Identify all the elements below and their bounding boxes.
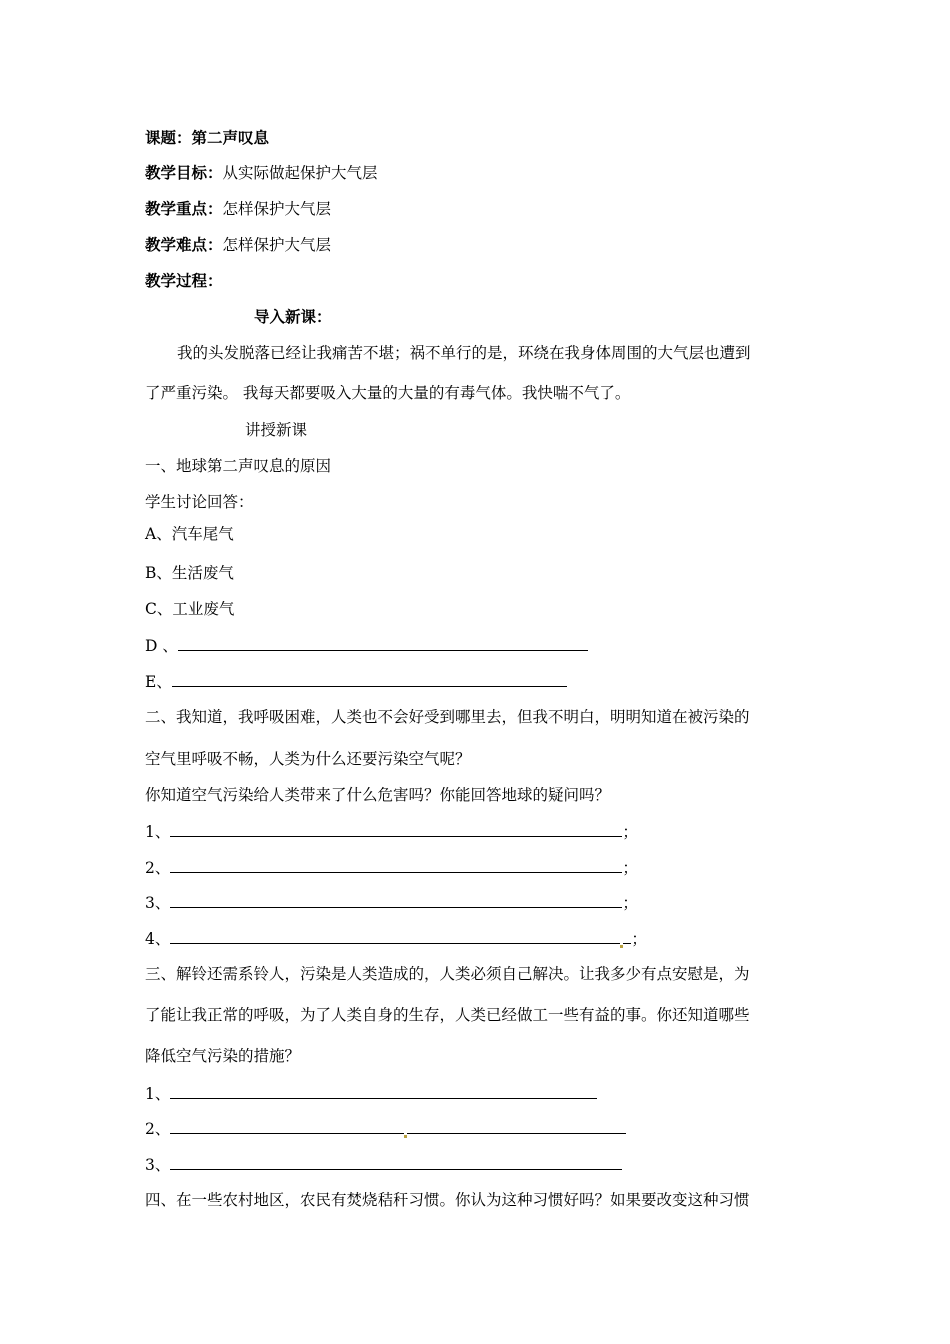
section1-item-e <box>145 671 567 693</box>
stray-dot-mark-2 <box>404 1135 407 1138</box>
difficulty-label: 教学难点： <box>145 236 223 254</box>
section1-prompt: 学生讨论回答： <box>145 493 254 511</box>
section3-line-3: 降低空气污染的措施？ <box>145 1047 301 1065</box>
section2-item-3 <box>145 892 638 914</box>
section1-item-a: A、汽车尾气 <box>145 525 234 543</box>
section3-item-3 <box>145 1154 622 1176</box>
section3-item-2 <box>145 1118 626 1140</box>
section2-item-2 <box>145 857 638 879</box>
key-point-line <box>145 198 331 220</box>
intro-paragraph-line-2: 了严重污染。 我每天都要吸入大量的大量的有毒气体。我快喘不气了。 <box>145 384 631 402</box>
section1-item-e-label: E、 <box>145 673 172 691</box>
section3-item-3-label: 3、 <box>145 1156 171 1174</box>
difficulty-value: 怎样保护大气层 <box>222 236 332 254</box>
answer-blank-e[interactable] <box>172 672 567 687</box>
goal-label: 教学目标： <box>145 164 223 182</box>
section2-item-3-end: ； <box>622 894 638 912</box>
answer-blank-2-1[interactable] <box>170 822 622 837</box>
section1-title: 一、地球第二声叹息的原因 <box>145 457 332 475</box>
intro-heading: 导入新课： <box>254 308 332 326</box>
answer-blank-d[interactable] <box>178 636 588 651</box>
difficulty-line <box>145 234 331 256</box>
section2-item-1-end: ； <box>622 823 638 841</box>
section2-item-4-label: 4、 <box>145 930 171 948</box>
title-value: 第二声叹息 <box>191 129 270 147</box>
section3-item-1 <box>145 1083 597 1105</box>
goal-value: 从实际做起保护大气层 <box>222 164 378 182</box>
answer-blank-2-3[interactable] <box>170 893 622 908</box>
section3-line-1: 三、解铃还需系铃人，污染是人类造成的，人类必须自己解决。让我多少有点安慰是，为 <box>145 965 750 983</box>
stray-dot-mark <box>620 945 623 948</box>
section3-item-2-label: 2、 <box>145 1120 171 1138</box>
section3-line-2: 了能让我正常的呼吸，为了人类自身的生存，人类已经做工一些有益的事。你还知道哪些 <box>145 1006 750 1024</box>
section1-item-b: B、生活废气 <box>145 564 234 582</box>
section2-item-4-end: ； <box>631 930 647 948</box>
section1-item-d <box>145 635 588 657</box>
section2-question: 你知道空气污染给人类带来了什么危害吗？你能回答地球的疑问吗？ <box>145 786 611 804</box>
section2-item-2-label: 2、 <box>145 859 171 877</box>
goal-line <box>145 162 378 184</box>
section1-item-c: C、工业废气 <box>145 600 235 618</box>
answer-blank-2-2[interactable] <box>170 858 622 873</box>
section1-item-d-label: D 、 <box>145 637 178 655</box>
answer-blank-3-2a[interactable] <box>170 1119 404 1134</box>
process-label: 教学过程： <box>145 272 223 290</box>
intro-paragraph-line-1: 我的头发脱落已经让我痛苦不堪；祸不单行的是，环绕在我身体周围的大气层也遭到 <box>177 344 751 362</box>
section2-item-3-label: 3、 <box>145 894 171 912</box>
answer-blank-3-2b[interactable] <box>407 1119 626 1134</box>
section2-line-1: 二、我知道，我呼吸困难，人类也不会好受到哪里去，但我不明白，明明知道在被污染的 <box>145 708 750 726</box>
section2-item-1 <box>145 821 638 843</box>
title-label: 课题： <box>145 129 192 147</box>
section2-line-2: 空气里呼吸不畅，人类为什么还要污染空气呢？ <box>145 750 471 768</box>
section3-item-1-label: 1、 <box>145 1085 171 1103</box>
key-value: 怎样保护大气层 <box>222 200 332 218</box>
answer-blank-2-4[interactable] <box>170 929 620 944</box>
section2-item-4 <box>145 928 647 950</box>
new-lesson-heading: 讲授新课 <box>245 421 308 439</box>
section4-line-1: 四、在一些农村地区，农民有焚烧秸秆习惯。你认为这种习惯好吗？如果要改变这种习惯 <box>145 1191 750 1209</box>
title-line <box>145 127 269 149</box>
section2-item-2-end: ； <box>622 859 638 877</box>
key-label: 教学重点： <box>145 200 223 218</box>
answer-blank-3-3[interactable] <box>170 1155 622 1170</box>
section2-item-1-label: 1、 <box>145 823 171 841</box>
answer-blank-3-1[interactable] <box>170 1084 597 1099</box>
